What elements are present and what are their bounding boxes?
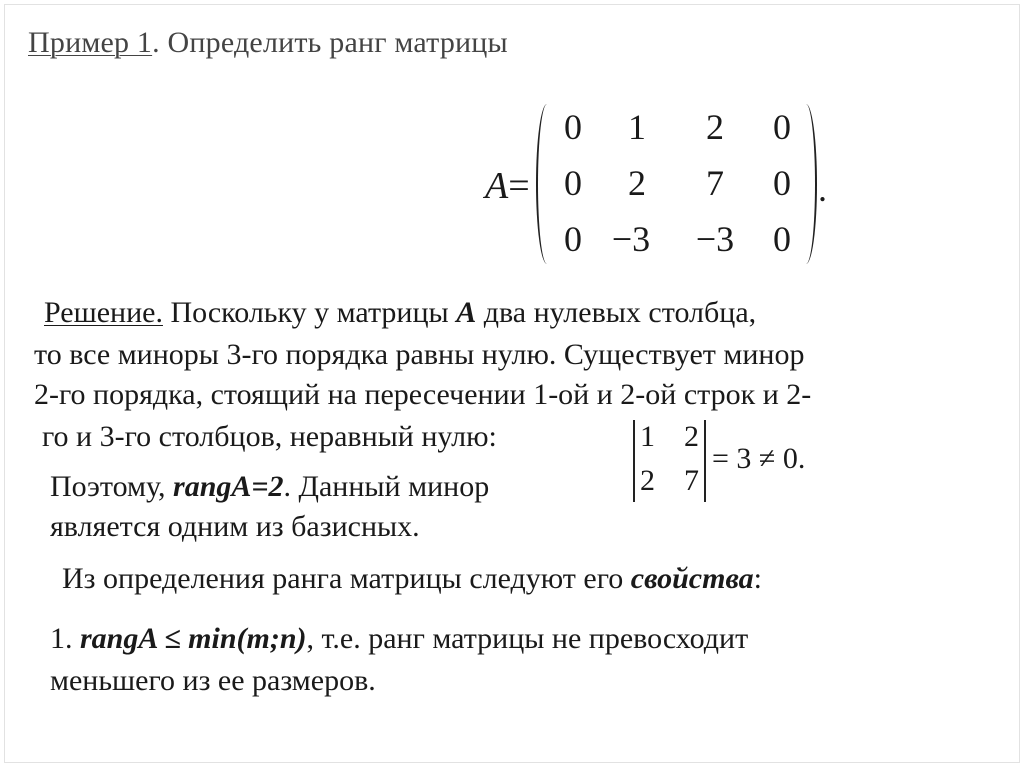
matrix-name: A — [485, 165, 509, 207]
determinant-left-bar — [633, 420, 635, 502]
matrix-cell: 0 — [773, 107, 791, 147]
matrix-cell: 0 — [773, 163, 791, 203]
property-text: , т.е. ранг матрицы не превосходит — [306, 622, 749, 655]
matrix-cell: 2 — [706, 107, 724, 147]
minor-cell: 2 — [640, 464, 655, 497]
title-text: . Определить ранг матрицы — [152, 26, 508, 59]
solution-line-3: 2-го порядка, стоящий на пересечении 1-ой и 2-ой строк и 2- — [34, 378, 812, 411]
example-label: Пример 1 — [28, 26, 153, 59]
solution-line-4: го и 3-го столбцов, неравный нулю: — [42, 420, 497, 453]
solution-line-1 — [44, 296, 756, 330]
property-number: 1. — [50, 622, 80, 655]
properties-colon: : — [753, 562, 762, 595]
matrix-cell: 0 — [564, 107, 582, 147]
minor-cell: 1 — [640, 420, 655, 453]
property-formula: rangA ≤ min(m;n) — [80, 622, 307, 655]
matrix-cell: 2 — [628, 163, 646, 203]
matrix-cell: −3 — [611, 219, 651, 259]
solution-text: два нулевых столбца, — [476, 296, 757, 329]
matrix-cell: 0 — [564, 219, 582, 259]
matrix-cell: −3 — [695, 219, 735, 259]
matrix-ref: A — [456, 296, 477, 329]
matrix-equals: = — [508, 165, 530, 207]
solution-line-2: то все миноры 3-го порядка равны нулю. Существует минор — [34, 338, 805, 371]
property-item-1-line-2: меньшего из ее размеров. — [50, 664, 376, 697]
matrix-cell: 7 — [706, 163, 724, 203]
solution-text: Поэтому, — [50, 470, 174, 503]
property-item-1 — [50, 622, 748, 656]
matrix-cell: 0 — [773, 219, 791, 259]
slide-title — [28, 26, 508, 60]
rank-result: rangA=2 — [173, 470, 284, 503]
solution-line-6: является одним из базисных. — [50, 510, 420, 543]
matrix-period: . — [818, 169, 827, 209]
matrix-cell: 0 — [564, 163, 582, 203]
properties-keyword: свойства — [630, 562, 754, 595]
minor-cell: 2 — [684, 420, 699, 453]
matrix-label — [485, 164, 530, 208]
solution-line-5 — [50, 470, 489, 504]
solution-label: Решение. — [44, 296, 163, 329]
properties-text: Из определения ранга матрицы следуют его — [62, 562, 631, 595]
minor-result: = 3 ≠ 0. — [712, 442, 806, 475]
minor-cell: 7 — [684, 464, 699, 497]
solution-text: Поскольку у матрицы — [162, 296, 457, 329]
properties-intro — [62, 562, 762, 596]
matrix-cell: 1 — [628, 107, 646, 147]
determinant-right-bar — [704, 420, 706, 502]
solution-text: . Данный минор — [283, 470, 490, 503]
